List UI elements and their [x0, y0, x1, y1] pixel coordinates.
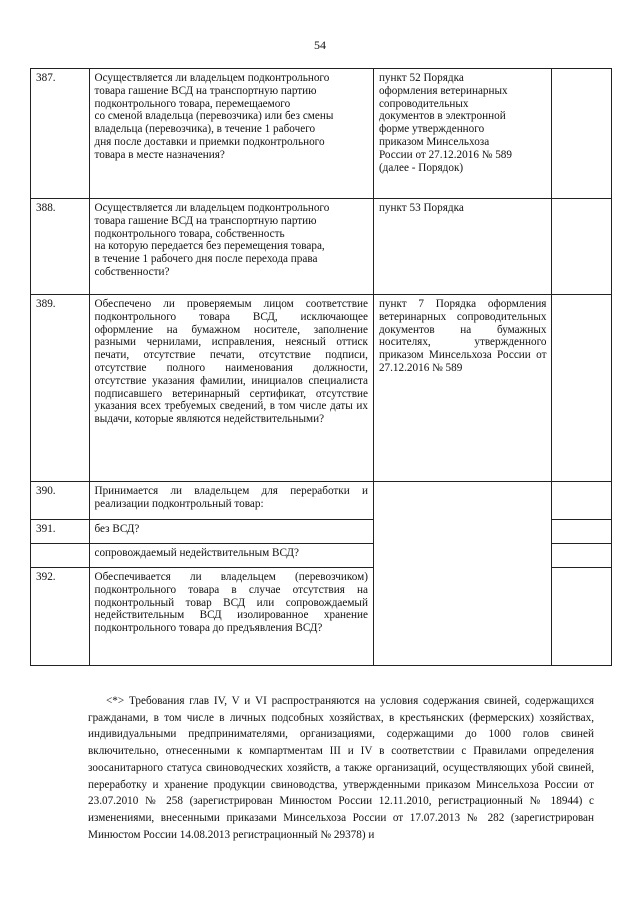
reference-line: пункт 53 Порядка: [378, 202, 464, 214]
reference-line: оформления ветеринарных: [378, 84, 508, 97]
question-line: товара гашение ВСД на транспортную партию: [94, 84, 317, 97]
reference-line: пункт 52 Порядка: [378, 72, 464, 84]
question-line: дня после доставки и приемки подконтрольного: [94, 135, 325, 148]
answer-cell: [552, 69, 612, 199]
row-question: Принимается ли владельцем для переработки и реализации подконтрольный товар:: [89, 482, 373, 520]
row-reference: [373, 482, 552, 666]
row-number: 390.: [31, 482, 90, 520]
row-reference: [373, 69, 552, 199]
question-line: подконтрольного товара, перемещаемого: [94, 97, 291, 110]
row-question: [89, 199, 373, 295]
page-number: 54: [314, 38, 326, 52]
question-line: на которую передается без перемещения товара,: [94, 240, 325, 253]
row-question: без ВСД?: [89, 520, 373, 544]
answer-cell: [552, 199, 612, 295]
question-line: товара гашение ВСД на транспортную партию: [94, 214, 317, 227]
question-line: Осуществляется ли владельцем подконтрольного: [94, 202, 330, 214]
reference-line: документов в электронной: [378, 110, 506, 123]
answer-cell: [552, 295, 612, 482]
row-question: [89, 69, 373, 199]
row-question: Обеспечивается ли владельцем (перевозчиком) подконтрольного товара в случае отсутствия на подконтрольный товар ВСД или сопровождаемый недействительным ВСД изолированное хранение подконтрольного товара до предъявления ВСД?: [89, 568, 373, 666]
table-row: [31, 69, 612, 199]
row-number: 388.: [31, 199, 90, 295]
answer-cell: [552, 482, 612, 520]
footnote: <*> Требования глав IV, V и VI распространяются на условия содержания свиней, содержащихся гражданами, в том числе в личных подсобных хозяйствах, в крестьянских (фермерских) хозяйствах, индивидуальными предпринимателями, организациями, содержащими до 1000 голов свиней включительно, отнесенными к компартментам III и IV в соответствии с Правилами определения зоосанитарного статуса свиноводческих хозяйств, а также организаций, осуществляющих убой свиней, переработку и хранение продукции свиноводства, утвержденными приказом Минсельхоза России от 23.07.2010 № 258 (зарегистрирован Минюстом России 12.11.2010, регистрационный № 18944) с изменениями, внесенными приказами Минсельхоза России от 17.07.2013 № 282 (зарегистрирован Минюстом России 14.08.2013 регистрационный № 29378) и: [88, 695, 594, 841]
question-line: товара в месте назначения?: [94, 148, 225, 161]
row-number: 392.: [31, 568, 90, 666]
question-line: подконтрольного товара, собственность: [94, 227, 285, 240]
row-number: 389.: [31, 295, 90, 482]
table-row: [31, 295, 612, 482]
reference-line: форме утвержденного: [378, 123, 485, 136]
row-number: 391.: [31, 520, 90, 544]
row-question: Обеспечено ли проверяемым лицом соответствие подконтрольного товара ВСД, исключающее оформление на бумажном носителе, заполнение разными чернилами, исправления, неясный оттиск печати, отсутствие печати, отсутствие подписи, отсутствие полного наименования должности, отсутствие указания фамилии, инициалов специалиста подписавшего ветеринарный сертификат, отсутствие указания всех требуемых сведений, в том числе даты их выдачи, которые являются недействительными?: [89, 295, 373, 482]
answer-cell: [552, 520, 612, 544]
row-number: 387.: [31, 69, 90, 199]
row-reference: пункт 7 Порядка оформления ветеринарных сопроводительных документов на бумажных носителях, утвержденного приказом Минсельхоза России от 27.12.2016 № 589: [373, 295, 552, 482]
row-reference: [373, 199, 552, 295]
answer-cell: [552, 568, 612, 666]
table-row: [31, 199, 612, 295]
reference-line: сопроводительных: [378, 97, 469, 110]
row-number: [31, 544, 90, 568]
question-line: в течение 1 рабочего дня после перехода права: [94, 253, 318, 266]
answer-cell: [552, 544, 612, 568]
table-row: [31, 482, 612, 520]
row-question: сопровождаемый недействительным ВСД?: [89, 544, 373, 568]
checklist-table: [30, 68, 612, 666]
question-line: со сменой владельца (перевозчика) или без смены: [94, 110, 334, 123]
reference-line: России от 27.12.2016 № 589: [378, 148, 512, 161]
question-line: владельца (перевозчика), в течение 1 рабочего: [94, 123, 316, 136]
reference-line: приказом Минсельхоза: [378, 135, 490, 148]
question-line: Осуществляется ли владельцем подконтрольного: [94, 72, 330, 84]
reference-line: (далее - Порядок): [378, 161, 464, 174]
question-line: собственности?: [94, 265, 170, 278]
